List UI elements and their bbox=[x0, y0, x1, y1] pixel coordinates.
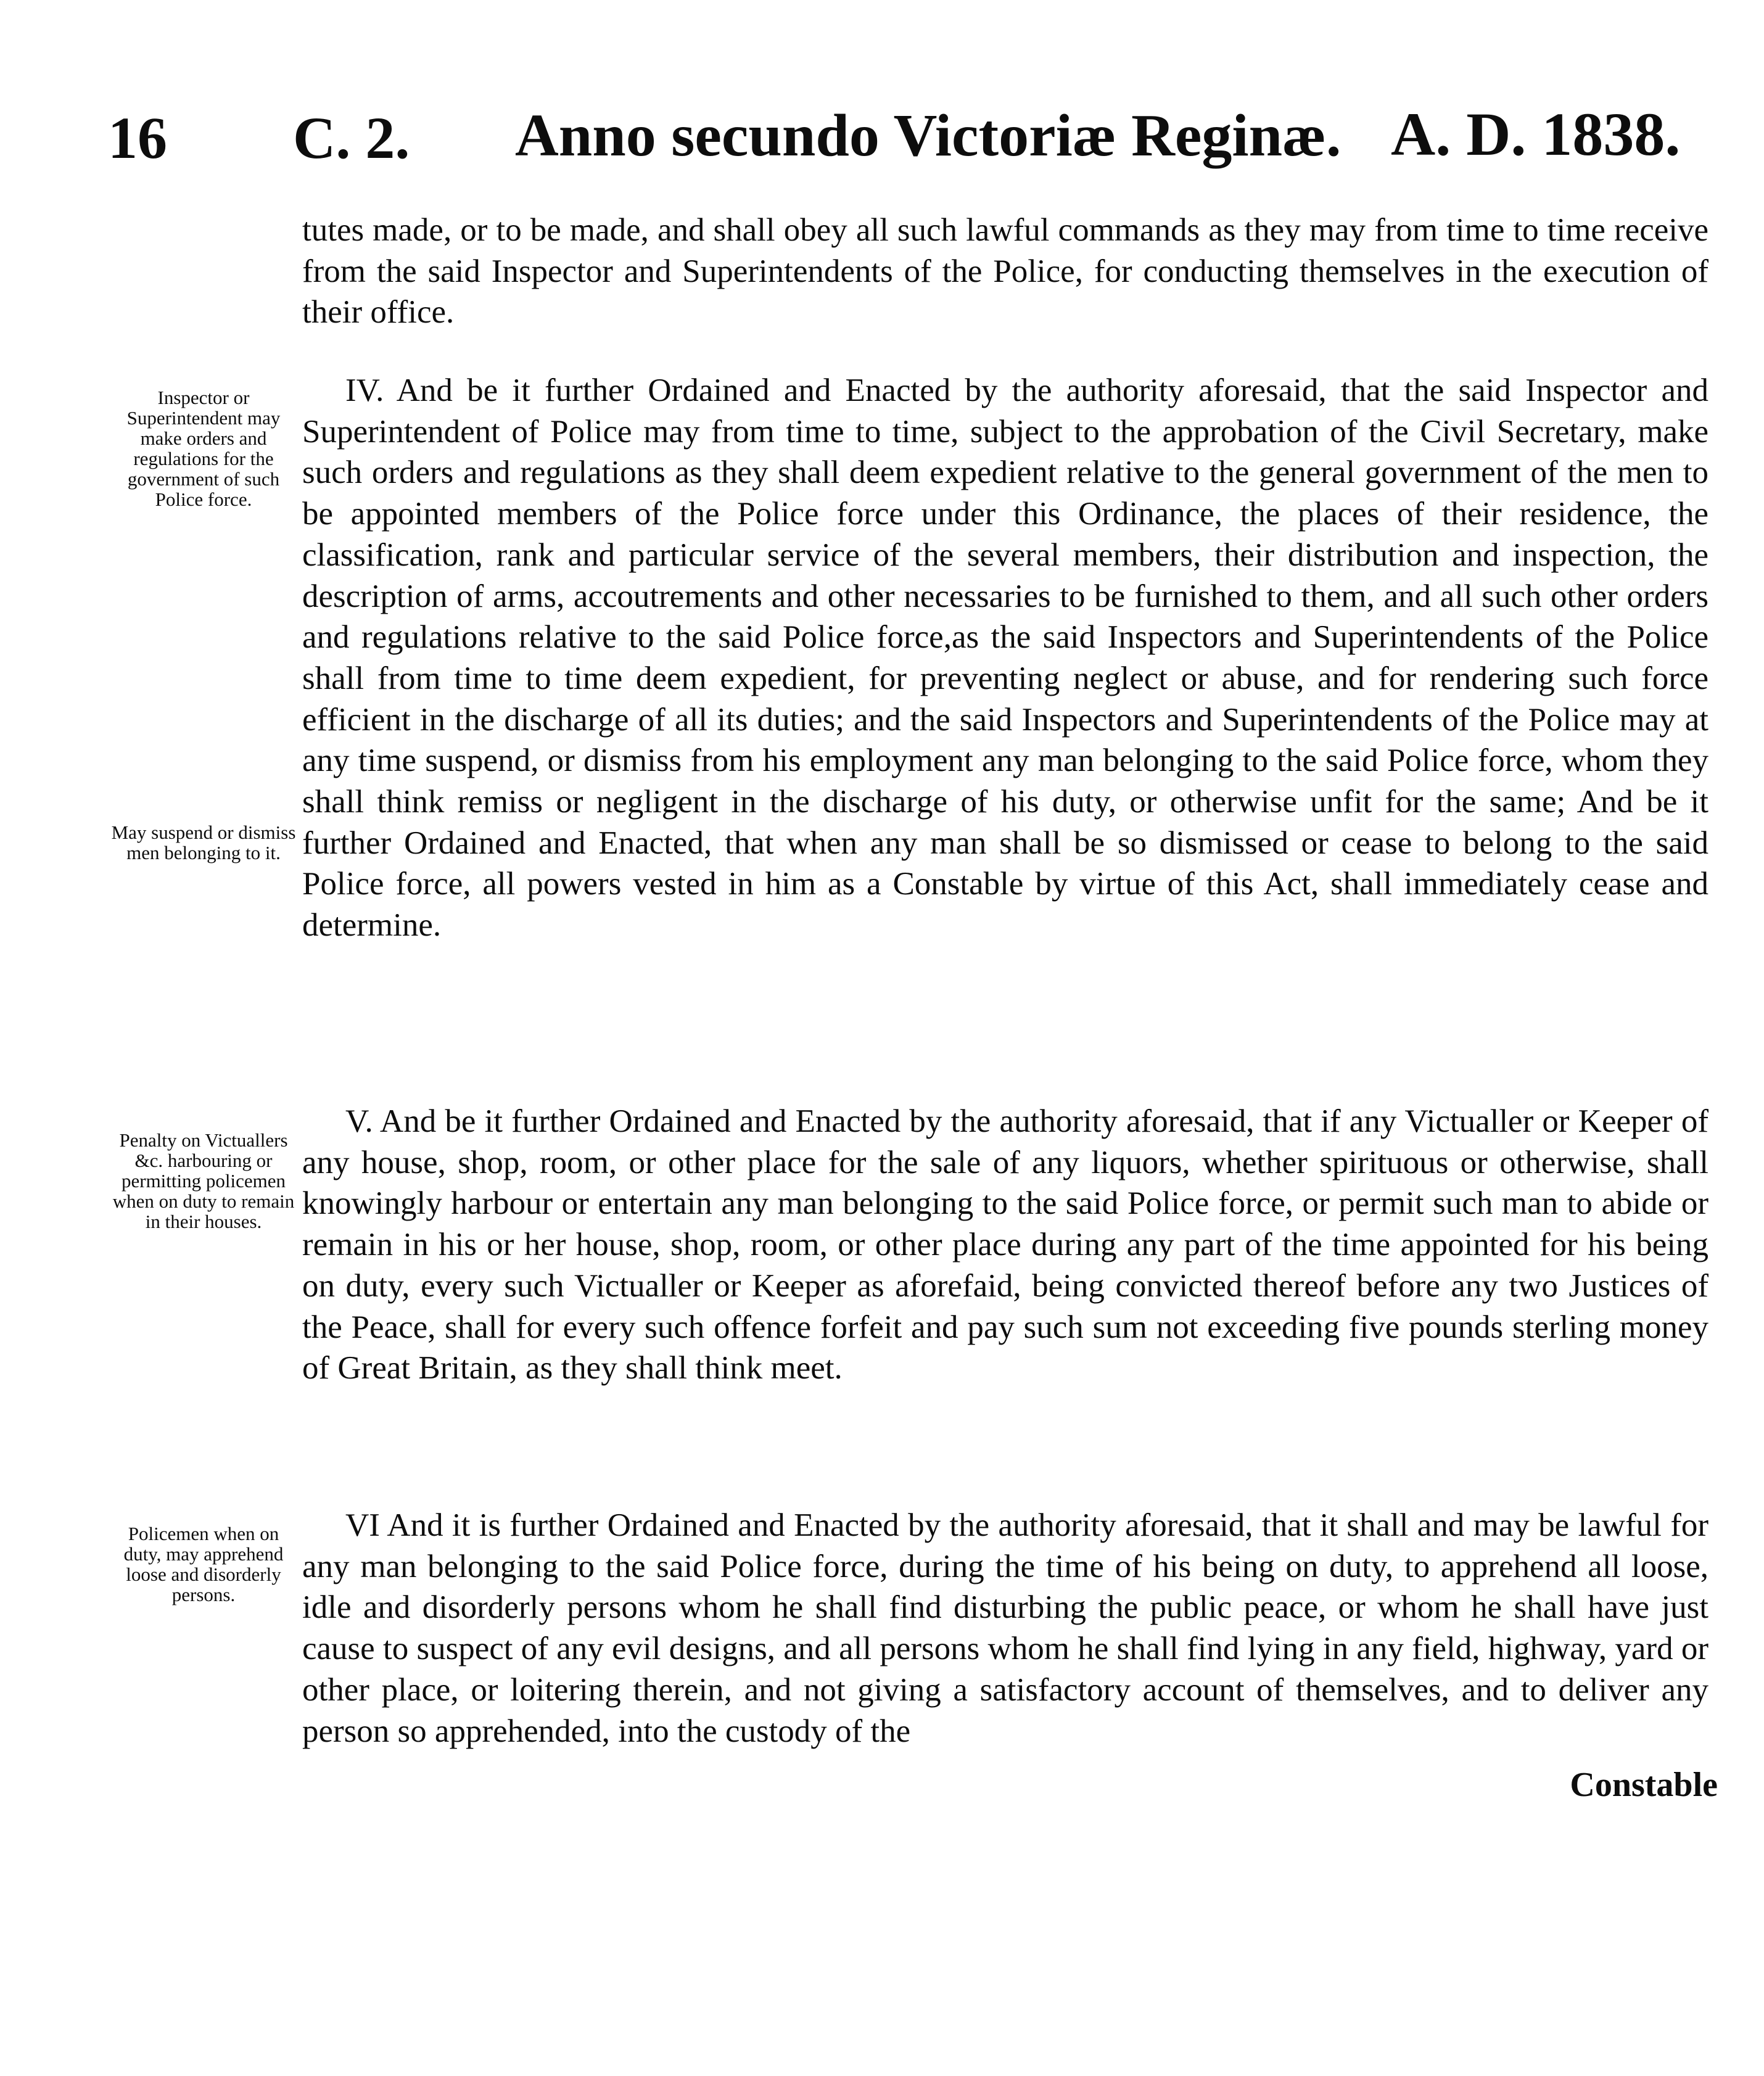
section-v-block bbox=[302, 1101, 1708, 1389]
year-heading: A. D. 1838. bbox=[1391, 100, 1681, 168]
page-number: 16 bbox=[108, 105, 167, 171]
section-iv-block bbox=[302, 370, 1708, 946]
section-v: V. And be it further Ordained and Enacted by the authority aforesaid, that if any Victualler or Keeper of any house, shop, room, or other place for the sale of any liquors, whether spirituous or otherwise, shall knowingly harbour or entertain any man belonging to the said Police force, or permit such man to abide or remain in his or her house, shop, room, or other place during any part of the time appointed for his being on duty, every such Victualler or Keeper as aforefaid, being convicted thereof before any two Justices of the Peace, shall for every such offence forfeit and pay such sum not exceeding five pounds sterling money of Great Britain, as they shall think meet. bbox=[302, 1103, 1708, 1386]
running-head bbox=[108, 100, 1687, 184]
section-iv: IV. And be it further Ordained and Enacted by the authority aforesaid, that the said Inspector and Superintendent of Police may from time to time, subject to the approbation of the Civil Secretary, make such orders and regulations as they shall deem expedient relative to the general government of the men to be appointed members of the Police force under this Ordinance, the places of their residence, the classification, rank and particular service of the several members, their distribution and inspection, the description of arms, accoutrements and other necessaries to be furnished to them, and all such other orders and regulations relative to the said Police force,as the said Inspectors and Superintendents of the Police shall from time to time deem expedient, for preventing neglect or abuse, and for rendering such force efficient in the discharge of all its duties; and the said Inspectors and Superintendents of the Police may at any time suspend, or dismiss from his employment any man belonging to the said Police force, whom they shall think remiss or negligent in the discharge of his duty, or otherwise unfit for the same; And be it further Ordained and Enacted, that when any man shall be so dismissed or cease to belong to the said Police force, all powers vested in him as a Constable by virtue of this Act, shall immediately cease and determine. bbox=[302, 373, 1708, 944]
side-note-apprehend-persons: Policemen when on duty, may apprehend loose and disorderly persons. bbox=[123, 1523, 284, 1605]
section-vi: VI And it is further Ordained and Enacted by the authority aforesaid, that it shall and may be lawful for any man belonging to the said Police force, during the time of his being on duty, to apprehend all loose, idle and disorderly persons whom he shall find disturbing the public peace, or whom he shall have just cause to suspect of any evil designs, and all persons whom he shall find lying in any field, highway, yard or other place, or loitering therein, and not giving a satisfactory account of themselves, and to deliver any person so apprehended, into the custody of the bbox=[302, 1507, 1708, 1749]
side-note-penalty-victuallers: Penalty on Victuallers &c. harbouring or permitting policemen when on duty to remain in their houses. bbox=[112, 1129, 295, 1232]
continuation-paragraph: tutes made, or to be made, and shall obey all such lawful commands as they may from time to time receive from the said Inspector and Superintendents of the Police, for conducting themselves in the execution of their office. bbox=[302, 212, 1708, 331]
chapter-number: C. 2. bbox=[293, 105, 410, 171]
section-vi-block bbox=[302, 1505, 1708, 1752]
side-note-suspend-dismiss: May suspend or dismiss men belonging to it. bbox=[111, 822, 296, 863]
page-title: Anno secundo Victoriæ Reginæ. bbox=[515, 102, 1342, 169]
side-note-inspector-orders: Inspector or Superintendent may make orders and regulations for the government of such Police force. bbox=[126, 387, 281, 510]
continuation-paragraph-block bbox=[302, 210, 1708, 333]
catchword: Constable bbox=[1570, 1766, 1718, 1804]
